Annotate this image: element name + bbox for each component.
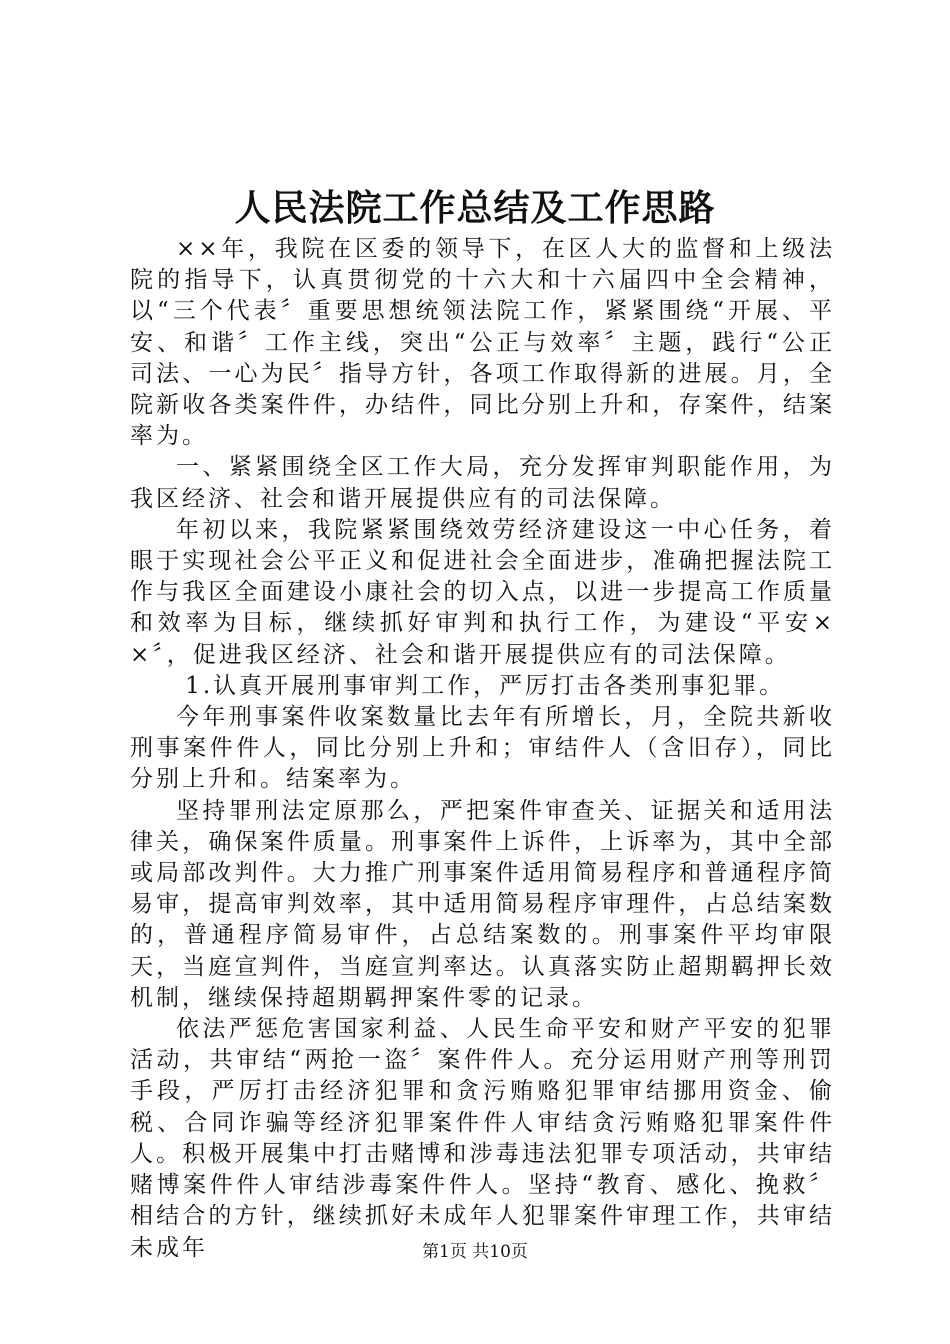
paragraph: 依法严惩危害国家利益、人民生命平安和财产平安的犯罪活动，共审结“两抢一盗〞案件件人。充分运用财产刑等刑罚手段，严厉打击经济犯罪和贪污贿赂犯罪审结挪用资金、偷税、合同诈骗等经济犯罪案件件人审结贪污贿赂犯罪案件件人。积极开展集中打击赌博和涉毒违法犯罪专项活动，共审结赌博案件件人审结涉毒案件件人。坚持“教育、感化、挽救〞相结合的方针，继续抓好未成年人犯罪案件审理工作，共审结未成年 (130, 1016, 835, 1261)
document-title: 人民法院工作总结及工作思路 (234, 187, 716, 229)
paragraph: 年初以来，我院紧紧围绕效劳经济建设这一中心任务，着眼于实现社会公平正义和促进社会全面进步，准确把握法院工作与我区全面建设小康社会的切入点，以进一步提高工作质量和效率为目标，继续抓好审判和执行工作，为建设“平安××〞，促进我区经济、社会和谐开展提供应有的司法保障。 (130, 516, 835, 668)
paragraph: 1.认真开展刑事审判工作，严厉打击各类刑事犯罪。 (185, 672, 786, 699)
paragraph: ××年，我院在区委的领导下，在区人大的监督和上级法院的指导下，认真贯彻党的十六大和十六届四中全会精神，以“三个代表〞重要思想统领法院工作，紧紧围绕“开展、平安、和谐〞工作主线，突出“公正与效率〞主题，践行“公正司法、一心为民〞指导方针，各项工作取得新的进展。月，全院新收各类案件件，办结件，同比分别上升和，存案件，结案率为。 (130, 236, 835, 450)
document-body (130, 234, 835, 1264)
paragraph: 今年刑事案件收案数量比去年有所增长，月，全院共新收刑事案件件人，同比分别上升和；审结件人（含旧存），同比分别上升和。结案率为。 (130, 704, 835, 793)
paragraph: 坚持罪刑法定原那么，严把案件审查关、证据关和适用法律关，确保案件质量。刑事案件上诉件，上诉率为，其中全部或局部改判件。大力推广刑事案件适用简易程序和普通程序简易审，提高审判效率，其中适用简易程序审理件，占总结案数的，普通程序简易审件，占总结案数的。刑事案件平均审限天，当庭宣判件，当庭宣判率达。认真落实防止超期羁押长效机制，继续保持超期羁押案件零的记录。 (130, 797, 835, 1011)
paragraph: 一、紧紧围绕全区工作大局，充分发挥审判职能作用，为我区经济、社会和谐开展提供应有的司法保障。 (130, 454, 835, 512)
page-footer: 第1页 共10页 (422, 1242, 528, 1262)
